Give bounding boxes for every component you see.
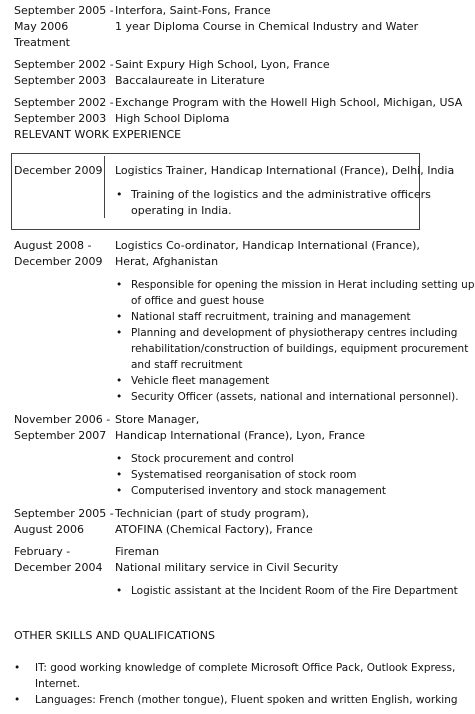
- bullet-item: [116, 309, 416, 325]
- desc-line: High School Diploma: [115, 112, 230, 125]
- entry-description: [115, 412, 430, 444]
- date-line: November 2006 -: [14, 413, 111, 426]
- bullet-line: of office and guest house: [131, 295, 265, 307]
- date-line: August 2008 -: [14, 239, 92, 252]
- desc-wrap-line: Treatment: [14, 36, 70, 49]
- date-line: September 2003: [14, 112, 107, 125]
- bullet-item: [116, 583, 458, 599]
- date-line: September 2005 -: [14, 507, 114, 520]
- date-line: September 2002 -: [14, 96, 114, 109]
- date-line: September 2002 -: [14, 58, 114, 71]
- desc-line: National military service in Civil Security: [115, 561, 339, 574]
- bullet-line: • Stock procurement and control: [131, 453, 294, 465]
- entry-description: [115, 544, 430, 576]
- desc-line: ATOFINA (Chemical Factory), France: [115, 523, 313, 536]
- bullet-item: [116, 277, 475, 309]
- bullet-item: [116, 389, 459, 405]
- date-line: December 2009: [14, 255, 103, 268]
- bullet-line: • Computerised inventory and stock management: [131, 485, 386, 497]
- date-line: February -: [14, 545, 71, 558]
- entry-date: [14, 3, 114, 35]
- bullet-list: [116, 451, 416, 499]
- desc-line: Store Manager,: [115, 413, 200, 426]
- entry-date: [14, 544, 110, 576]
- date-line: September 2007: [14, 429, 107, 442]
- bullet-line: rehabilitation/construction of buildings, equipment procurement: [131, 343, 469, 355]
- desc-line: Technician (part of study program),: [115, 507, 310, 520]
- entry-date: [14, 57, 114, 89]
- entry-description: [115, 95, 463, 127]
- desc-line: Logistics Co-ordinator, Handicap International (France),: [115, 239, 420, 252]
- entry-description: [115, 57, 430, 89]
- bullet-item: [116, 325, 469, 373]
- bullet-item: [116, 451, 416, 467]
- date-line: August 2006: [14, 523, 84, 536]
- bullet-line: • National staff recruitment, training and management: [131, 311, 411, 323]
- date-line: September 2003: [14, 74, 107, 87]
- desc-line: Logistics Trainer, Handicap International (France), Delhi, India: [115, 164, 455, 177]
- skill-line: • IT: good working knowledge of complete Microsoft Office Pack, Outlook Express,: [35, 662, 456, 674]
- desc-line: Saint Expury High School, Lyon, France: [115, 58, 330, 71]
- desc-line: 1 year Diploma Course in Chemical Industry and Water: [115, 20, 419, 33]
- skills-list: [14, 660, 458, 708]
- skill-line: Internet.: [35, 678, 81, 690]
- bullet-line: • Vehicle fleet management: [131, 375, 270, 387]
- date-line: December 2004: [14, 561, 103, 574]
- entry-description: [115, 238, 430, 270]
- date-line: May 2006: [14, 20, 69, 33]
- bullet-item: [116, 373, 416, 389]
- bullet-line: • Logistic assistant at the Incident Room of the Fire Department: [131, 585, 458, 597]
- skill-item: [14, 660, 456, 692]
- bullet-item: [116, 483, 416, 499]
- desc-line: Handicap International (France), Lyon, France: [115, 429, 366, 442]
- entry-description: [115, 3, 430, 35]
- bullet-list: [116, 187, 431, 219]
- bullet-item: [116, 467, 416, 483]
- bullet-line: • Training of the logistics and the administrative officers: [131, 188, 431, 201]
- bullet-list: [116, 277, 475, 405]
- section-heading-work: RELEVANT WORK EXPERIENCE: [14, 128, 182, 141]
- bullet-line: • Planning and development of physiotherapy centres including: [131, 327, 458, 339]
- section-heading-skills: OTHER SKILLS AND QUALIFICATIONS: [14, 629, 215, 642]
- date-line: December 2009: [14, 164, 103, 177]
- entry-date: [14, 506, 114, 538]
- bullet-line: and staff recruitment: [131, 359, 243, 371]
- bullet-line: operating in India.: [131, 204, 232, 217]
- entry-date: [14, 95, 114, 127]
- bullet-list: [116, 583, 458, 599]
- date-line: September 2005 -: [14, 4, 114, 17]
- skill-line: • Languages: French (mother tongue), Fluent spoken and written English, working: [35, 694, 458, 706]
- entry-description: [115, 163, 455, 179]
- skill-item: [14, 692, 458, 708]
- desc-line: Exchange Program with the Howell High School, Michigan, USA: [115, 96, 463, 109]
- entry-date: [14, 412, 110, 444]
- entry-date: [14, 163, 110, 179]
- bullet-line: • Responsible for opening the mission in Herat including setting up: [131, 279, 475, 291]
- desc-line: Fireman: [115, 545, 160, 558]
- bullet-line: • Security Officer (assets, national and international personnel).: [131, 391, 459, 403]
- entry-date: [14, 238, 110, 270]
- desc-line: Interfora, Saint-Fons, France: [115, 4, 271, 17]
- desc-line: Herat, Afghanistan: [115, 255, 219, 268]
- entry-description: [115, 506, 430, 538]
- desc-line: Baccalaureate in Literature: [115, 74, 265, 87]
- bullet-line: • Systematised reorganisation of stock room: [131, 469, 357, 481]
- bullet-item: [116, 187, 431, 219]
